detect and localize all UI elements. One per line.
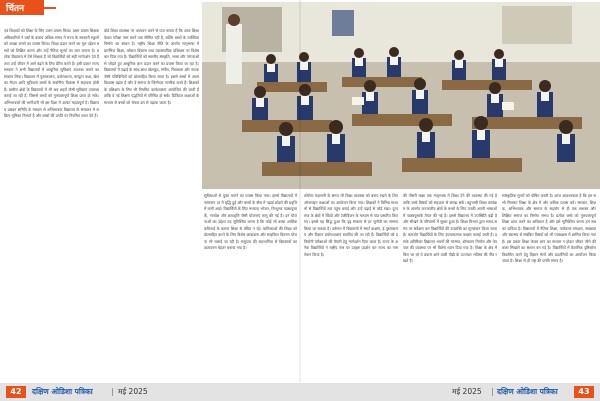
text-column-5 (403, 193, 497, 380)
column-4-text: कोरोना महामारी के समय भी शिक्षा व्यवस्था को बनाए रखने के लिए ऑनलाइन कक्षाओं का आयोजन किया गया। शिक्षकों ने विभिन्न माध्यमों से विद्यार्थियों तक पहुंच बनाई और उन्हें पढ़ाई से जोड़े रखा। दूरदराज के क्षेत्रों में रेडियो और टेलीविजन के माध्यम से पाठ प्रसारित किए गए। इससे यह सिद्ध हुआ कि दृढ़ संकल्प से हर चुनौती का सामना किया जा सकता है। वर्तमान में विद्यालयों में स्मार्ट कक्षाएं, ई-पुस्तकालय और विज्ञान प्रयोगशालाएं स्थापित की जा रही हैं। विद्यार्थियों को प्रतियोगी परीक्षाओं की तैयारी हेतु मार्गदर्शन दिया जाता है। राज्य के अनेक विद्यार्थियों ने राष्ट्रीय स्तर पर उत्कृष्ट प्रदर्शन कर राज्य का नाम रोशन किया है। (304, 193, 398, 257)
left-issue-date: मई 2025 (118, 387, 148, 396)
section-label-tag (0, 0, 44, 15)
right-page-number: 43 (574, 386, 594, 398)
right-issue-date: मई 2025 (452, 387, 482, 396)
right-magazine-name: दक्षिण ओडिशा पत्रिका (497, 387, 558, 396)
left-magazine-name: दक्षिण ओडिशा पत्रिका (32, 387, 93, 396)
text-column-4 (304, 193, 398, 380)
column-3-text: सुविधाओं से युक्त बनाने का प्रयास किया गया। इससे विद्यालयों में नामांकन दर में वृद्धि हुई और बच्चों के बीच में पढ़ाई छोड़ने की प्रवृत्ति में कमी आई। विद्यार्थियों के लिए मध्यान्ह भोजन, निःशुल्क पाठ्यपुस्तकें, गणवेश और छात्रवृत्ति जैसी योजनाएं लागू की गई हैं। इन योजनाओं का उद्देश्य यह सुनिश्चित करना है कि कोई भी बच्चा आर्थिक कठिनाई के कारण शिक्षा से वंचित न रहे। बालिकाओं की शिक्षा को प्रोत्साहित करने के लिए विशेष छात्रावास और साइकिल वितरण योजना भी चलाई जा रही है। समुदाय की सहभागिता से विद्यालयों का वातावरण बेहतर बनाया गया है। (204, 193, 297, 251)
section-divider (44, 7, 56, 9)
text-column-6 (502, 193, 596, 380)
column-1-text: एवं शिक्षकों को शिक्षा के लिए उत्तम प्रयास किया। प्रथम प्रयास शिक्षक अधिकारियों ने वर्षा के बजाय अधिक समय में राज्य के सरकारी स्कूलों को अच्छा बनाने का प्रयास किया। शिक्षा प्रदान करने का मूल उद्देश्य बच्चों को शिक्षित करना और उन्हें नैतिक मूल्यों का ज्ञान कराना है। प्रत्येक विद्यालय में ऐसे शिक्षक हैं जो विद्यार्थियों को सही मार्गदर्शन देते हैं तथा उन्हें जीवन में आगे बढ़ने के लिए प्रेरित करते हैं। इसी प्रकार राज्य सरकार ने सभी विद्यालयों में आधुनिक सुविधाएं उपलब्ध कराने का संकल्प लिया। विद्यालय में पुस्तकालय, प्रयोगशाला, कंप्यूटर कक्ष, खेल का मैदान आदि सुविधाएं बच्चों के सर्वांगीण विकास में सहायक होती हैं। ग्रामीण क्षेत्रों के विद्यालयों में भी अब शहरों जैसी सुविधाएं उपलब्ध कराई जा रही हैं, जिससे बच्चों को गुणवत्तापूर्ण शिक्षा प्राप्त हो सके। अभिभावकों की भागीदारी भी इस दिशा में अत्यंत महत्वपूर्ण है। विद्यालय प्रबंधन समिति के माध्यम से अभिभावक विद्यालय के संचालन में सक्रिय भूमिका निभाते हैं और बच्चों की प्रगति पर नियमित ध्यान देते हैं। (4, 28, 99, 119)
column-2-text: बोर्ड शिक्षा व्यवस्था पर अध्ययन करने से पता चलता है कि आज शिक्षा केवल परीक्षा पास करने तक सीमित नहीं है, बल्कि बच्चों के व्यक्तित्व निर्माण का साधन है। राष्ट्रीय शिक्षा नीति के अंतर्गत मातृभाषा में प्रारंभिक शिक्षा, कौशल विकास तथा व्यावसायिक प्रशिक्षण पर विशेष बल दिया गया है। विद्यार्थियों को स्थानीय संस्कृति, भाषा और परंपराओं से जोड़ते हुए आधुनिक ज्ञान प्रदान करने का प्रयास किया जा रहा है। विद्यालयों में पढ़ाई के साथ-साथ खेलकूद, संगीत, चित्रकला और नाटक जैसी गतिविधियों को प्रोत्साहित किया जाता है। इससे बच्चों में आत्मविश्वास बढ़ता है और वे समाज के जिम्मेदार नागरिक बनते हैं। शिक्षकों के प्रशिक्षण के लिए भी नियमित कार्यशालाएं आयोजित की जाती हैं ताकि वे नई शिक्षण पद्धतियों से परिचित हो सकें। डिजिटल कक्षाओं के माध्यम से बच्चों को रोचक ढंग से पढ़ाया जाता है। (104, 28, 199, 106)
page-gutter (299, 0, 301, 383)
left-page-number: 42 (6, 386, 26, 398)
classroom-photo (202, 2, 600, 189)
text-column-3 (204, 193, 297, 380)
column-6-text: सांस्कृतिक मूल्यों को पोषित करती है। आज आवश्यकता है कि हम सभी मिलकर शिक्षा के क्षेत्र में और अधिक प्रयास करें। सरकार, शिक्षक, अभिभावक और समाज के सहयोग से ही एक सशक्त और शिक्षित समाज का निर्माण संभव है। प्रत्येक बच्चे को गुणवत्तापूर्ण शिक्षा प्राप्त करने का अधिकार है और इसे सुनिश्चित करना हम सबका दायित्व है। विद्यालयों में नैतिक शिक्षा, पर्यावरण संरक्षण, स्वच्छता और स्वास्थ्य से संबंधित विषयों को भी पाठ्यक्रम में शामिल किया गया है। इस प्रकार शिक्षा केवल ज्ञान का माध्यम न होकर जीवन जीने की कला सिखाने का साधन बन गई है। विद्यार्थियों में वैज्ञानिक दृष्टिकोण विकसित करने हेतु विज्ञान मेलों और प्रदर्शनियों का आयोजन किया जाता है। शिक्षा से ही राष्ट्र की प्रगति संभव है। (502, 193, 596, 264)
section-label: चिंतन (6, 4, 25, 14)
text-column-1 (4, 28, 99, 380)
page-footer (0, 383, 600, 401)
right-footer-separator (492, 388, 493, 396)
left-footer-separator (112, 388, 113, 396)
text-column-2 (104, 28, 199, 380)
column-5-text: की तीसरी कक्षा तक मातृभाषा में शिक्षा देने की व्यवस्था की गई है ताकि बच्चे विषयों को सहजता से समझ सकें। बहुभाषी शिक्षा कार्यक्रम के अंतर्गत जनजातीय क्षेत्रों के बच्चों के लिए उनकी अपनी भाषाओं में पाठ्यपुस्तकें तैयार की गई हैं। इससे विद्यालय में उपस्थिति बढ़ी है और सीखने के परिणामों में सुधार हुआ है। शिक्षा विभाग द्वारा समय-समय पर सर्वेक्षण कर विद्यार्थियों की उपलब्धि का मूल्यांकन किया जाता है। कमजोर विद्यार्थियों के लिए उपचारात्मक कक्षाएं चलाई जाती हैं। इसके अतिरिक्त विद्यालय भवनों की मरम्मत, शौचालय निर्माण और पेयजल की व्यवस्था पर भी विशेष ध्यान दिया गया है। शिक्षा के क्षेत्र में किए जा रहे ये प्रयास आने वाली पीढ़ी के उज्ज्वल भविष्य की नींव रखते हैं। (403, 193, 497, 264)
